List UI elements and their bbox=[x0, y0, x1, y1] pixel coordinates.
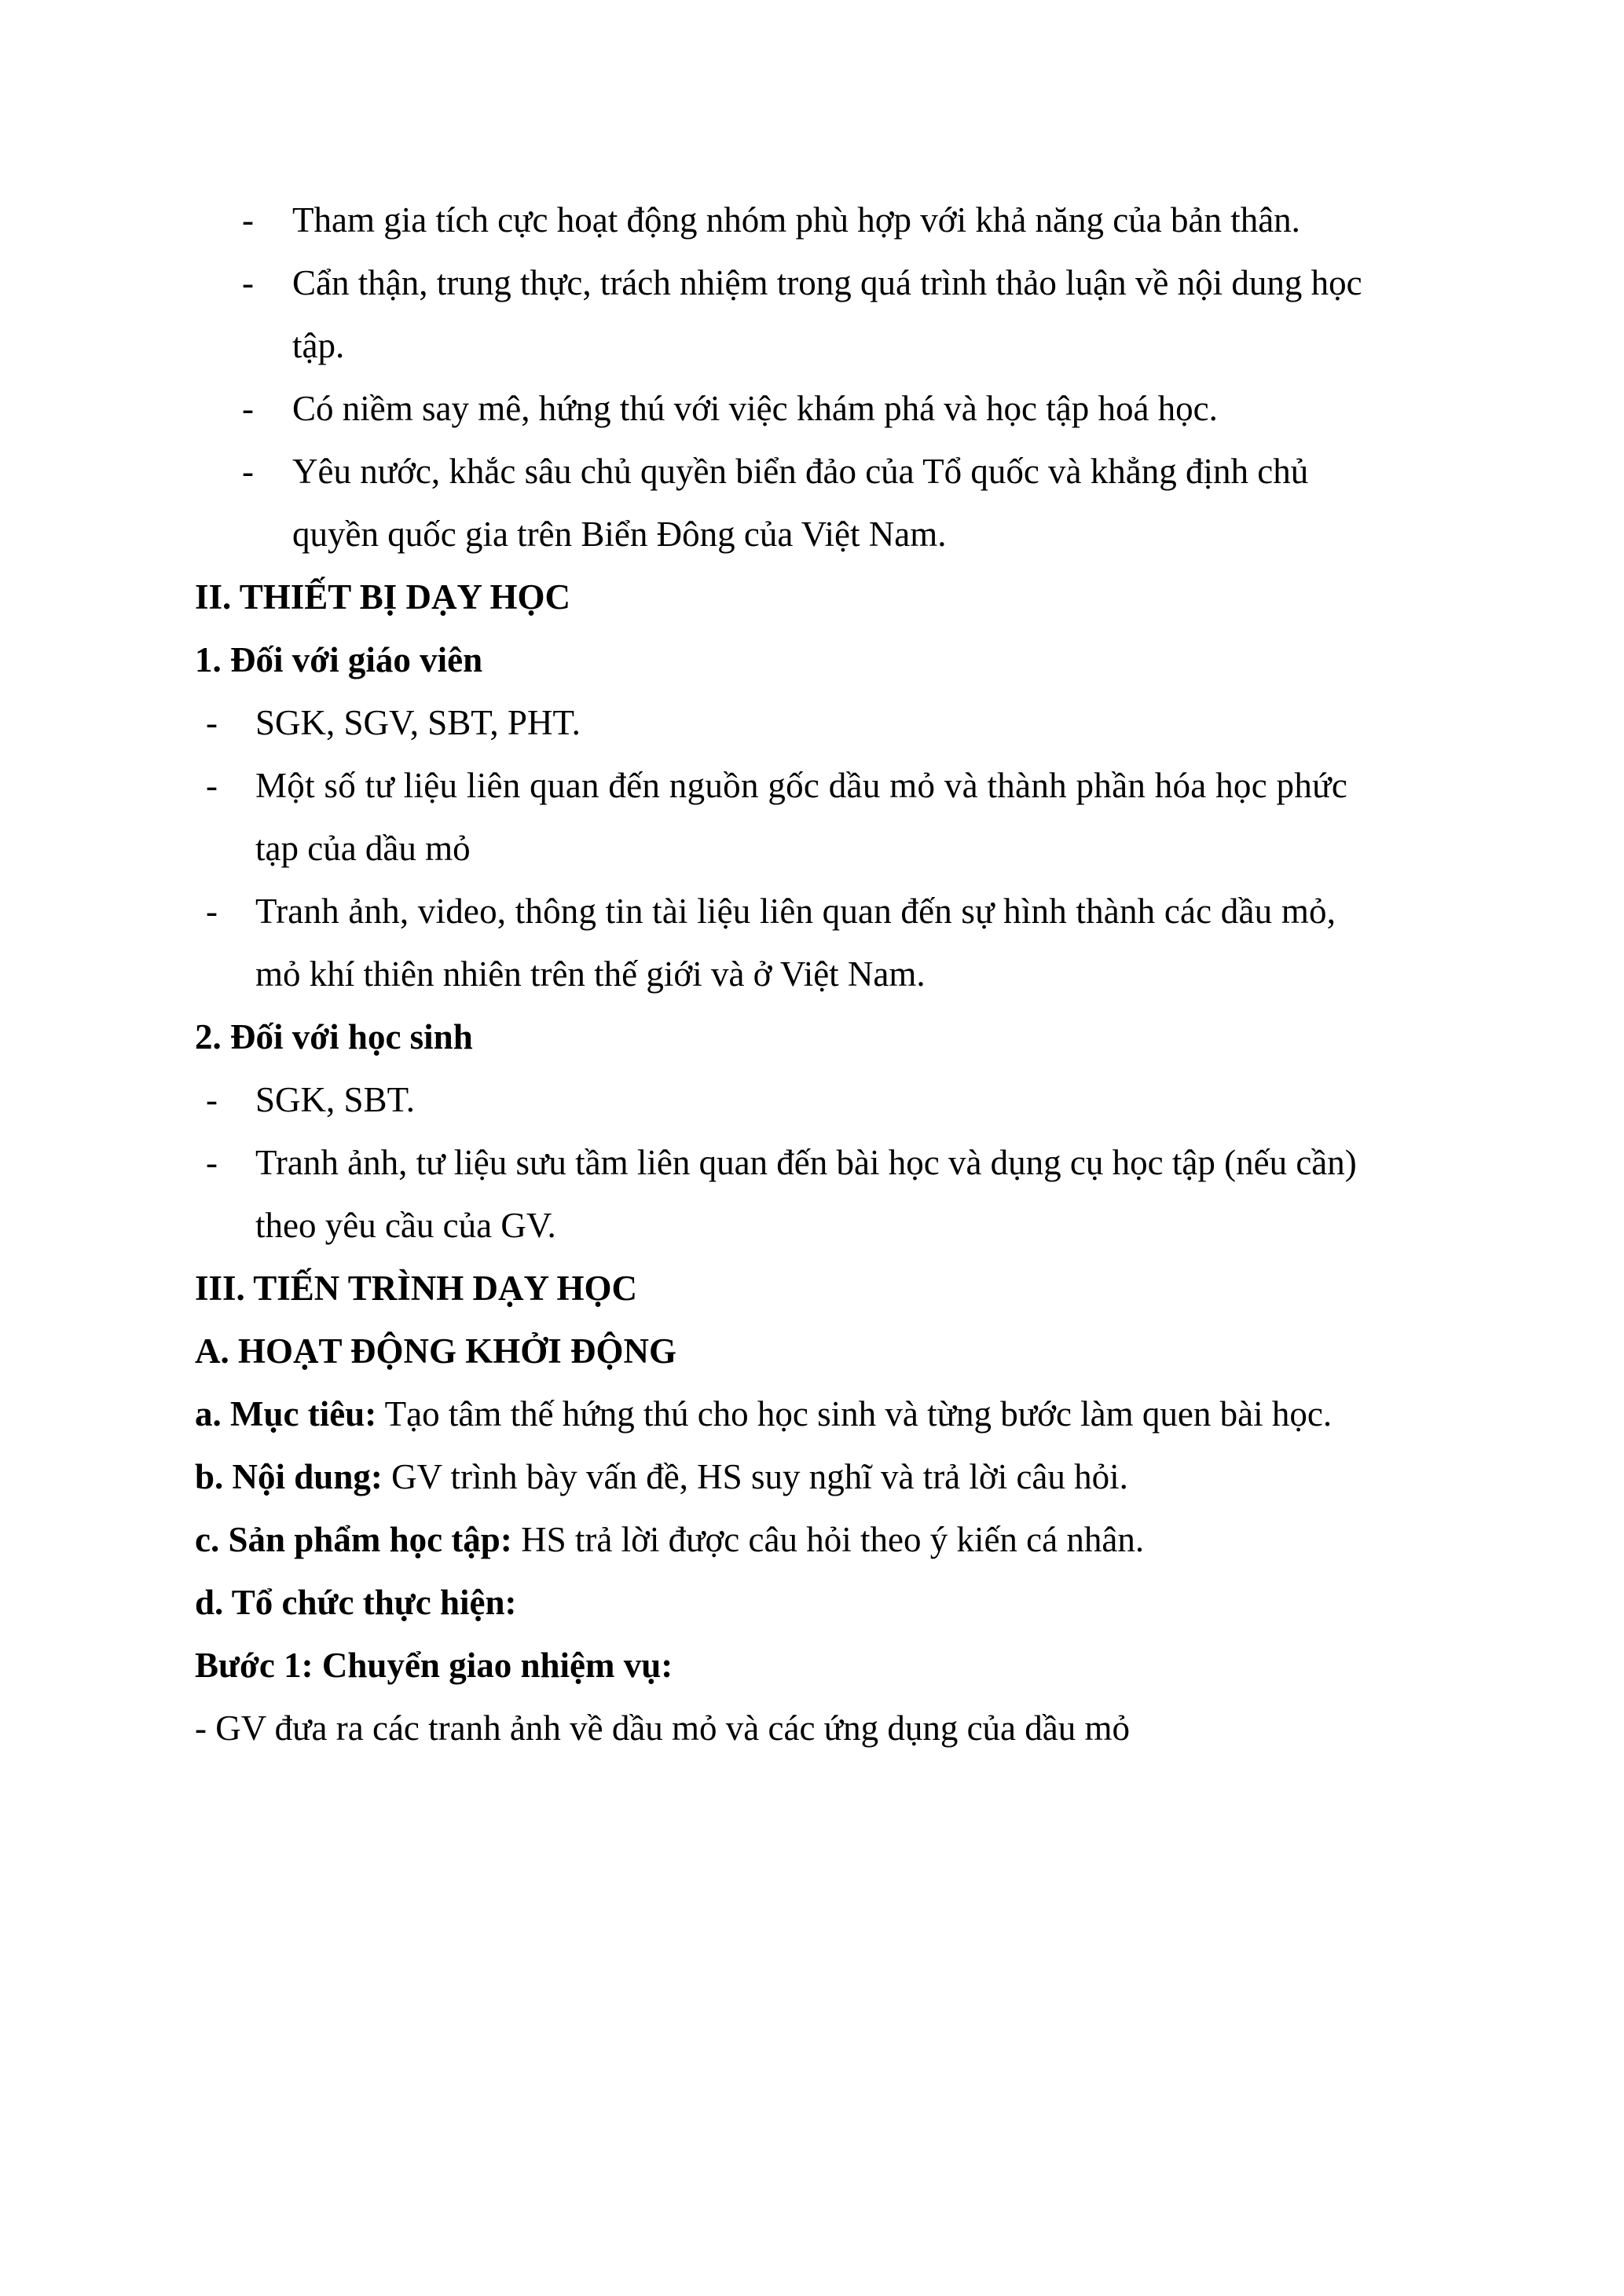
teacher-item: Tranh ảnh, video, thông tin tài liệu liên quan đến sự hình thành các dầu mỏ, bbox=[255, 892, 1336, 931]
content-label: b. Nội dung: bbox=[195, 1457, 383, 1496]
objective-text: Tạo tâm thế hứng thú cho học sinh và từng bước làm quen bài học. bbox=[376, 1394, 1333, 1434]
bullet-dash: - bbox=[242, 200, 254, 240]
bullet-text: Có niềm say mê, hứng thú với việc khám phá và học tập hoá học. bbox=[292, 389, 1218, 428]
bullet-dash: - bbox=[242, 389, 254, 428]
step1-label: Bước 1: Chuyển giao nhiệm vụ: bbox=[195, 1646, 673, 1685]
content-line bbox=[195, 1453, 1128, 1500]
product-line bbox=[195, 1516, 1144, 1563]
teacher-item-continuation: tạp của dầu mỏ bbox=[255, 829, 471, 868]
organization-label: d. Tổ chức thực hiện: bbox=[195, 1583, 517, 1622]
student-item-continuation: theo yêu cầu của GV. bbox=[255, 1206, 556, 1245]
teacher-item-continuation: mỏ khí thiên nhiên trên thế giới và ở Việt Nam. bbox=[255, 954, 926, 994]
bullet-dash: - bbox=[206, 892, 218, 931]
objective-line bbox=[195, 1390, 1332, 1437]
bullet-text: Cẩn thận, trung thực, trách nhiệm trong quá trình thảo luận về nội dung học bbox=[292, 263, 1362, 302]
bullet-dash: - bbox=[206, 703, 218, 742]
step1-text: - GV đưa ra các tranh ảnh về dầu mỏ và các ứng dụng của dầu mỏ bbox=[195, 1708, 1130, 1748]
subheading-student: 2. Đối với học sinh bbox=[195, 1017, 473, 1056]
bullet-dash: - bbox=[206, 1143, 218, 1182]
activity-heading: A. HOẠT ĐỘNG KHỞI ĐỘNG bbox=[195, 1331, 676, 1371]
bullet-dash: - bbox=[242, 263, 254, 302]
bullet-text-continuation: tập. bbox=[292, 326, 345, 365]
bullet-text: Yêu nước, khắc sâu chủ quyền biển đảo của Tổ quốc và khẳng định chủ bbox=[292, 452, 1309, 491]
bullet-dash: - bbox=[206, 1080, 218, 1119]
product-label: c. Sản phẩm học tập: bbox=[195, 1520, 512, 1559]
student-item: SGK, SBT. bbox=[255, 1080, 415, 1119]
content-text: GV trình bày vấn đề, HS suy nghĩ và trả lời câu hỏi. bbox=[382, 1457, 1128, 1496]
bullet-text-continuation: quyền quốc gia trên Biển Đông của Việt Nam. bbox=[292, 514, 947, 554]
student-item: Tranh ảnh, tư liệu sưu tầm liên quan đến bài học và dụng cụ học tập (nếu cần) bbox=[255, 1143, 1357, 1182]
bullet-text: Tham gia tích cực hoạt động nhóm phù hợp với khả năng của bản thân. bbox=[292, 200, 1300, 240]
bullet-dash: - bbox=[206, 766, 218, 805]
subheading-teacher: 1. Đối với giáo viên bbox=[195, 640, 483, 679]
section-heading-III: III. TIẾN TRÌNH DẠY HỌC bbox=[195, 1269, 638, 1308]
section-heading-II: II. THIẾT BỊ DẠY HỌC bbox=[195, 577, 571, 617]
product-text: HS trả lời được câu hỏi theo ý kiến cá nhân. bbox=[511, 1520, 1145, 1559]
teacher-item: SGK, SGV, SBT, PHT. bbox=[255, 703, 581, 742]
objective-label: a. Mục tiêu: bbox=[195, 1394, 377, 1434]
bullet-dash: - bbox=[242, 452, 254, 491]
teacher-item: Một số tư liệu liên quan đến nguồn gốc dầu mỏ và thành phần hóa học phức bbox=[255, 766, 1348, 805]
